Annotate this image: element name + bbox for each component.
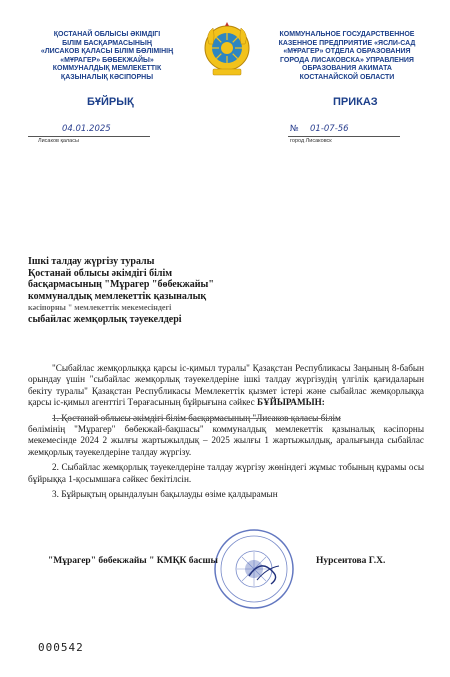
city-ru: город Лисаковск xyxy=(290,138,332,144)
header-kz-line: ҚАЗЫНАЛЫҚ КӘСІПОРНЫ xyxy=(60,73,154,81)
state-emblem-icon xyxy=(203,22,251,76)
number-line xyxy=(288,136,400,137)
title-line: коммуналдық мемлекеттік қазыналық xyxy=(28,290,207,302)
header-kz-line: ҚОСТАНАЙ ОБЛЫСЫ ӘКІМДІГІ xyxy=(53,31,161,38)
header-kz-line: «МҰРАГЕР» БӨБЕКЖАЙЫ» xyxy=(60,56,154,64)
body-intro xyxy=(28,363,424,409)
official-stamp-icon xyxy=(213,528,295,610)
header-kz-line: «ЛИСАКОВ ҚАЛАСЫ БІЛІМ БӨЛІМІНІҢ xyxy=(40,48,174,56)
header-ru-line: КОММУНАЛЬНОЕ ГОСУДАРСТВЕННОЕ xyxy=(279,31,415,38)
signature-name: Нурсеитова Г.Х. xyxy=(316,556,386,566)
title-line: кәсіпорны " мемлекеттік мекемесіндегі xyxy=(28,303,172,313)
command-word: БҰЙЫРАМЫН: xyxy=(257,397,325,408)
header-ru xyxy=(262,31,432,83)
registration-number: 000542 xyxy=(38,641,84,654)
signature-org: "Мұрагер" бөбекжайы " КМҚК басшы xyxy=(48,556,218,566)
city-kz: Лисаков қаласы xyxy=(38,138,79,144)
header-kz xyxy=(22,31,192,83)
body-item-1-struck xyxy=(28,413,424,424)
order-title xyxy=(28,256,214,326)
date-line xyxy=(28,136,150,137)
item1-struck-text: 1. Қостанай облысы әкімдігі білім басқармасының "Лисаков қаласы білім xyxy=(52,412,341,423)
header-ru-line: КАЗЕННОЕ ПРЕДПРИЯТИЕ «ЯСЛИ-САД xyxy=(278,39,416,47)
body-item-2: 2. Сыбайлас жемқорлық тәуекелдеріне талдау жүргізу жөніндегі жұмыс тобының құрамы осы бұйрыққа 1-қосымшаға сәйкес бекітілсін. xyxy=(28,462,424,484)
header-ru-line: «МҰРАГЕР» ОТДЕЛА ОБРАЗОВАНИЯ xyxy=(283,48,411,56)
header-kz-line: БІЛІМ БАСҚАРМАСЫНЫҢ xyxy=(62,39,152,47)
header-ru-line: ГОРОДА ЛИСАКОВСКА» УПРАВЛЕНИЯ xyxy=(280,56,414,64)
item1-text: бөлімінің "Мұрагер" бөбекжай-бақшасы" коммуналдық мемлекеттік қазыналық кәсіпорны мекемесінде 2024 2 жылғы жартыжылдық – 2025 жылғы 1 жартыжылдық, аралығында сыбайлас жемқорлық тәуекелдеріне талдау жүргізу. xyxy=(28,424,424,457)
order-word-ru: ПРИКАЗ xyxy=(333,96,378,108)
title-line: Ішкі талдау жүргізу туралы xyxy=(28,256,155,267)
body-item-3: 3. Бұйрықтың орындалуын бақылауды өзіме қалдырамын xyxy=(52,489,278,500)
handwritten-date: 04.01.2025 xyxy=(62,124,111,134)
handwritten-number: 01-07-56 xyxy=(310,124,349,134)
header-ru-line: ОБРАЗОВАНИЯ АКИМАТА xyxy=(302,65,392,73)
header-ru-line: КОСТАНАЙСКОЙ ОБЛАСТИ xyxy=(299,73,395,81)
body-item-1 xyxy=(28,424,424,458)
intro-text: "Сыбайлас жемқорлыққа қарсы іс-қимыл туралы" Қазақстан Республикасы Заңының 8-бабын орындау үшін "сыбайлас жемқорлық тәуекелдеріне ішкі талдау жүргізудің үлгілік қағидаларын бекіту туралы" Қазақстан Республикасы Мемлекеттік қызмет істері және сыбайлас жемқорлыққа қарсы іс-қимыл агенттігі Төрағасының бұйрығына сәйкес xyxy=(28,363,424,408)
title-line: Қостанай облысы әкімдігі білім xyxy=(28,267,173,279)
number-prefix: № xyxy=(290,124,299,134)
header-kz-line: КОММУНАЛДЫҚ МЕМЛЕКЕТТІК xyxy=(52,65,162,73)
order-body xyxy=(28,363,424,504)
title-line: сыбайлас жемқорлық тәуекелдері xyxy=(28,313,182,325)
title-line: басқармасының "Мұрагер "бөбекжайы" xyxy=(28,279,214,291)
order-word-kz: БҰЙРЫҚ xyxy=(87,96,134,108)
